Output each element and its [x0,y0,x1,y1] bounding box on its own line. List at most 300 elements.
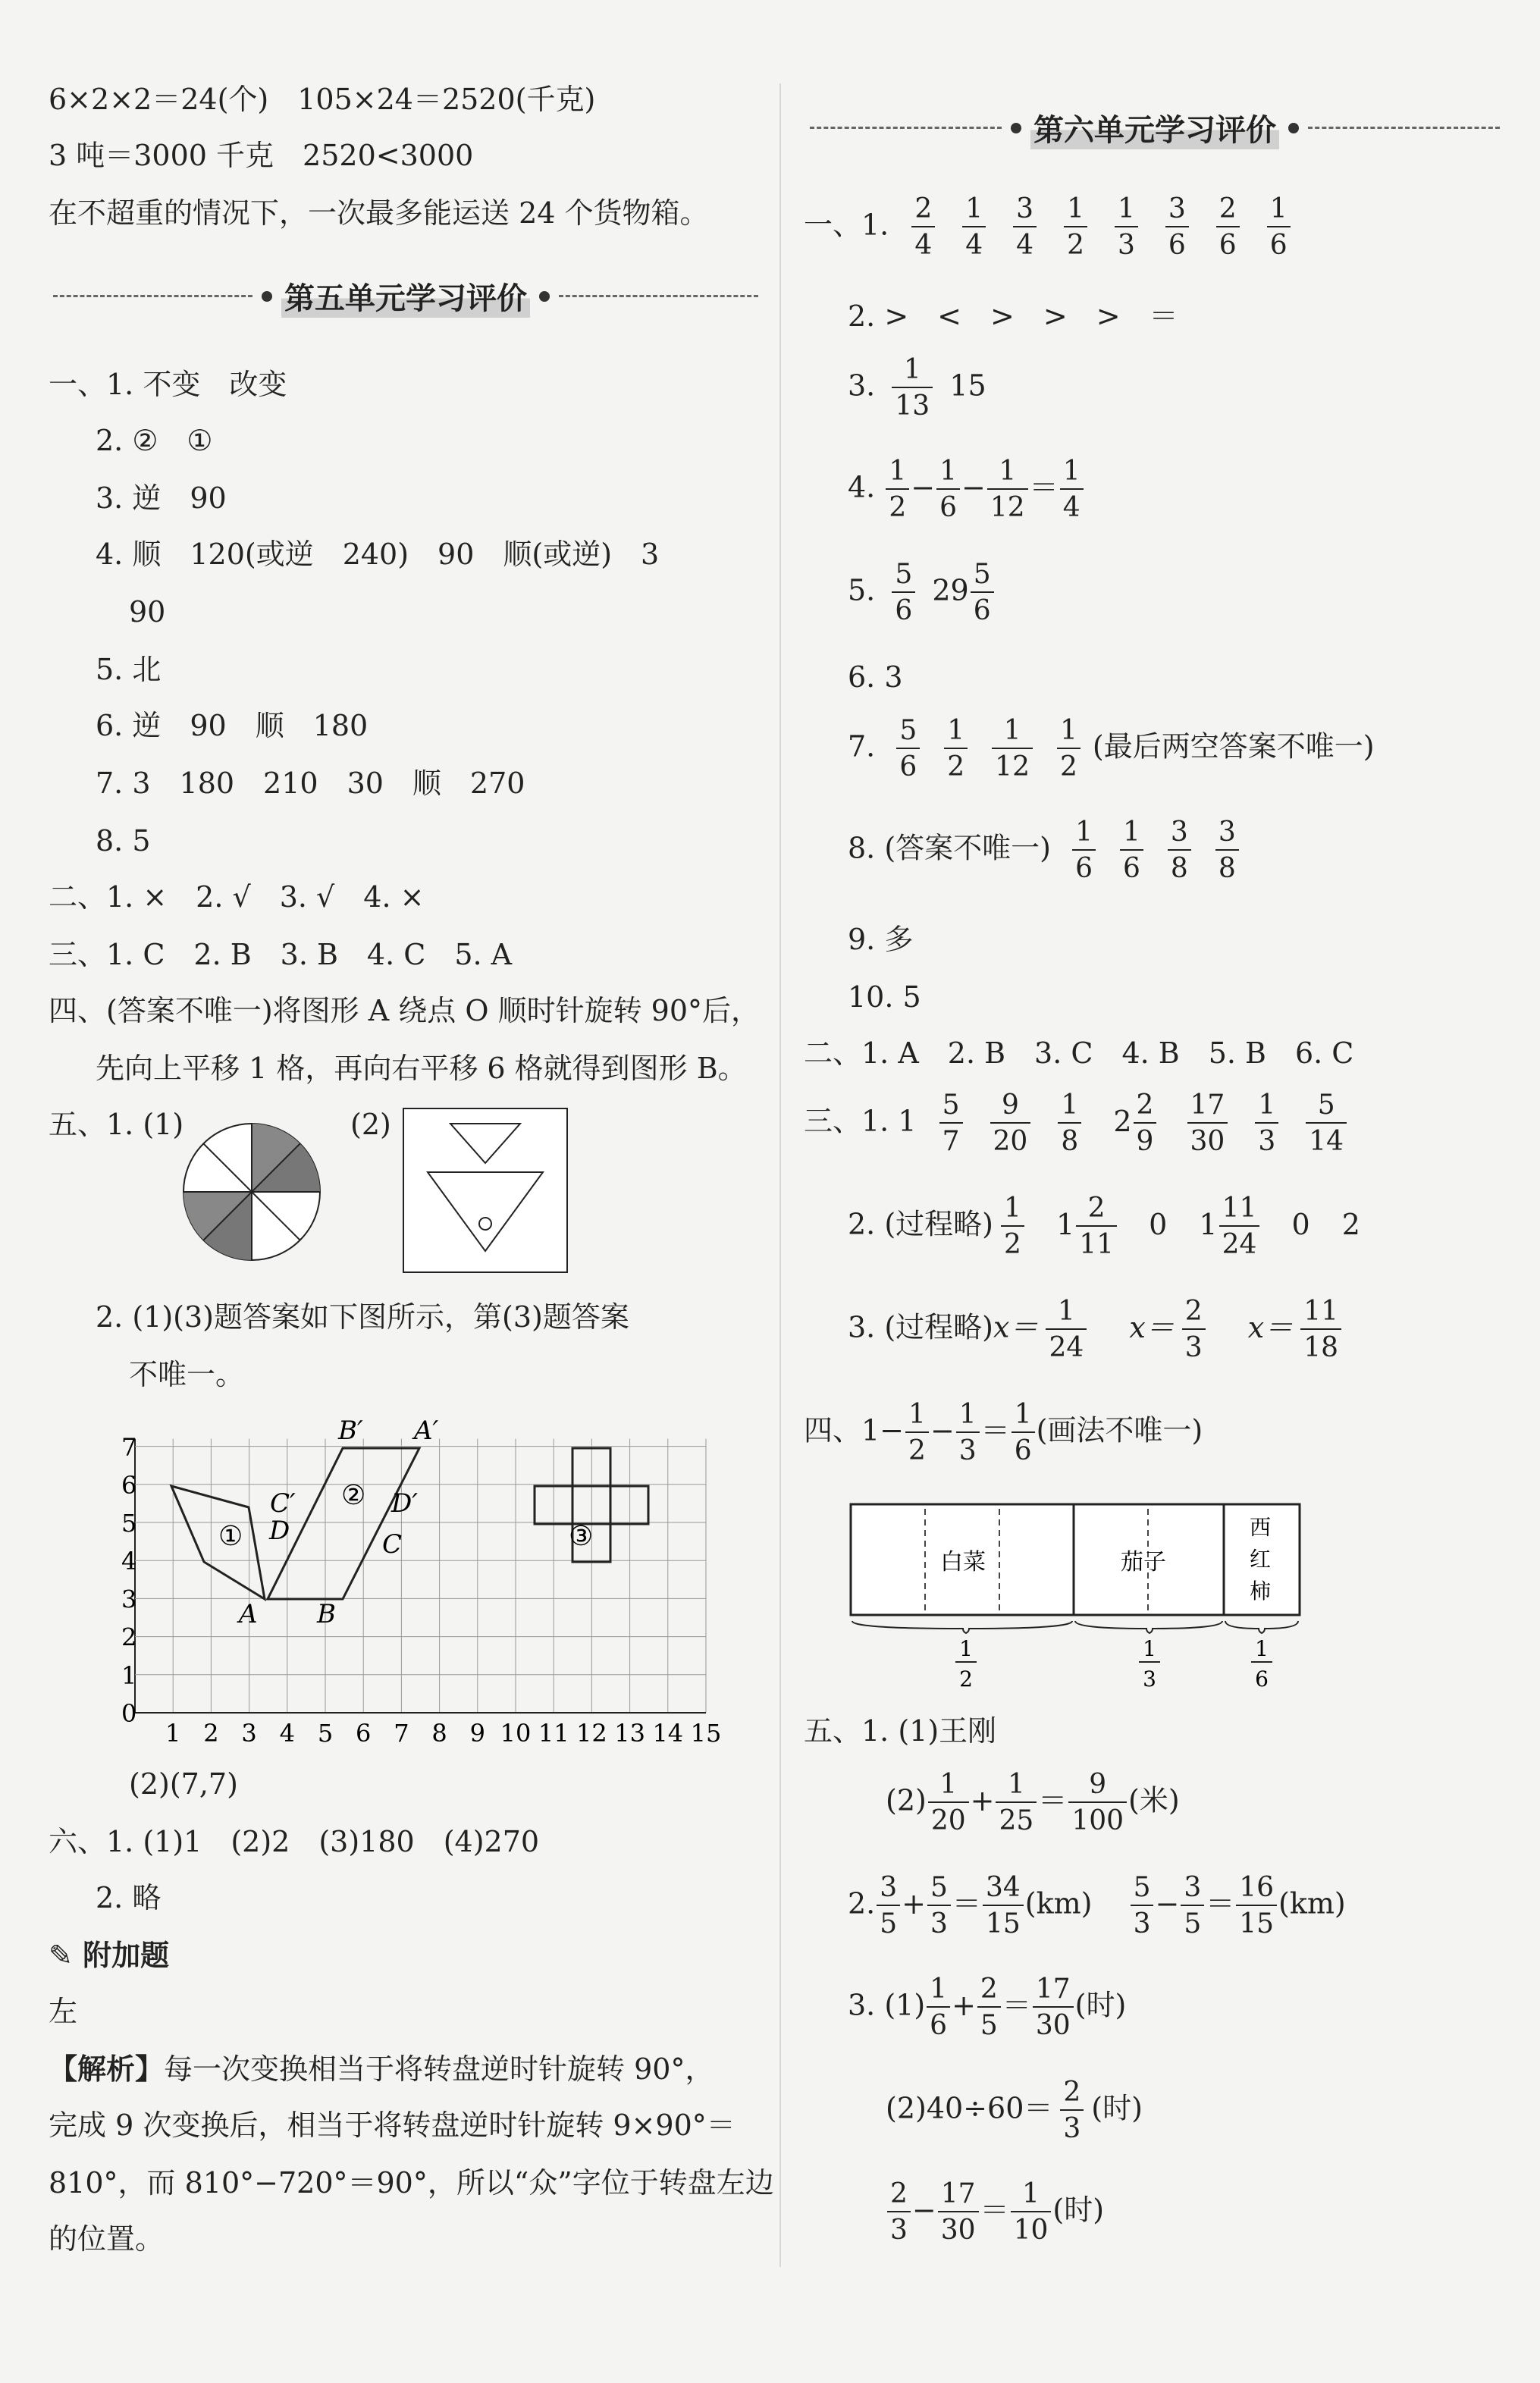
fraction [1306,1092,1347,1155]
column-divider [779,83,781,2267]
label-A: A [239,1599,258,1629]
r-s5-1-2-row [886,1771,1180,1835]
r-s5-3-1-row [848,1976,1126,2040]
extra-title-text: 附加题 [83,1939,170,1972]
num: 2 [1060,2079,1084,2111]
fraction [1267,193,1291,261]
fraction [1064,193,1087,261]
analysis-line-2: 完成 9 次变换后，相当于将转盘逆时针旋转 9×90°＝ [49,2109,735,2142]
den: 3 [890,2215,908,2246]
s2-answers: 二、1. × 2. √ 3. √ 4. × [49,880,425,914]
operator: ＝ [1002,1988,1031,2022]
triangle-diagram [402,1107,569,1274]
analysis-line-1 [49,2052,714,2087]
fraction [987,458,1028,522]
label-B: B [317,1599,336,1629]
r-s3-1-fractions-a [926,1090,1096,1157]
q1-row [804,193,1304,261]
label-C-prime: C′ [270,1488,296,1519]
fraction [877,1874,900,1938]
x-var-3: x＝ [1247,1310,1294,1344]
operator: + [970,1783,995,1817]
num: 9 [1068,1771,1127,1803]
fraction [1033,1976,1074,2040]
den: 3 [1184,1332,1203,1363]
den: 3 [1133,1908,1151,1939]
den: 5 [1184,1908,1202,1939]
s1-item7: 7. 3 180 210 30 顺 270 [96,767,525,800]
operator: − [1155,1886,1180,1921]
fraction [1131,1874,1154,1938]
fraction [936,458,960,522]
num: 1 [1072,819,1096,851]
shape-2 [268,1448,419,1599]
bar-frac-3-den: 6 [1255,1667,1269,1692]
den: 6 [895,595,913,626]
s1-item2: 2. ② ① [96,424,213,457]
q8-fractions [1060,817,1251,884]
q3-row [848,356,986,420]
den: 2 [889,492,907,523]
y-tick: 1 [121,1660,137,1690]
den: 100 [1071,1805,1124,1836]
y-tick: 2 [121,1623,137,1652]
y-tick: 6 [121,1470,137,1500]
num: 5 [927,1874,951,1906]
fraction [1255,1092,1278,1155]
fraction [1115,193,1138,261]
den: 30 [940,2215,976,2246]
r-s4-expression [904,1399,1037,1466]
label-C: C [382,1529,403,1560]
x-tick: 5 [317,1719,334,1748]
num: 11 [1300,1298,1341,1330]
r-s3-2-b-whole: 1 [1056,1207,1075,1241]
r-s3-1-row [804,1092,1360,1155]
s6-item1: 六、1. (1)1 (2)2 (3)180 (4)270 [49,1825,540,1858]
r-s3-1-mixed-whole: 2 [1113,1104,1132,1138]
s6-item2: 2. 略 [96,1881,162,1914]
veg-label-3a: 西 [1250,1515,1272,1540]
num: 1 [996,1771,1037,1803]
r-s5-3-3-row [886,2178,1105,2246]
operator: ＝ [1029,470,1059,504]
q7-label: 7. [848,729,876,764]
fraction [1058,1092,1081,1155]
x-tick: 11 [538,1719,569,1748]
den: 25 [999,1805,1034,1836]
calc-line-1: 6×2×2＝24(个) 105×24＝2520(千克) [49,83,596,116]
den: 6 [973,595,991,626]
den: 14 [1309,1126,1344,1157]
num: 9 [990,1092,1031,1124]
s1-item8: 8. 5 [96,824,151,858]
den: 24 [1049,1332,1084,1363]
operator: − [911,470,936,504]
header-dot-right [539,291,550,302]
den: 30 [1035,2010,1071,2041]
num: 2 [911,196,935,227]
r-s5-2-label: 2. [848,1886,876,1921]
q10: 10. 5 [848,980,921,1014]
num: 1 [956,1401,980,1433]
label-circled-3: ③ [569,1521,594,1552]
fraction [939,1092,963,1155]
num: 5 [1131,1874,1154,1906]
header-dash-left [53,295,252,297]
operator: − [911,2193,936,2227]
unit5-header [53,274,758,318]
x-tick: 14 [652,1719,684,1748]
den: 6 [1269,230,1288,261]
den: 6 [930,2010,948,2041]
r-s5-1-2-expression [927,1769,1128,1836]
x-tick: 13 [614,1719,645,1748]
den: 18 [1303,1332,1339,1363]
x-tick: 2 [203,1719,219,1748]
r-s3-2-b [1076,1195,1117,1259]
fraction [944,717,968,781]
den: 30 [1190,1126,1225,1157]
q5-mixed-fraction [971,561,994,625]
fraction [905,1401,929,1465]
s5-label: 五、1. (1) [49,1108,184,1141]
num: 2 [1182,1298,1206,1330]
r-s3-3-b [1182,1298,1206,1362]
q7-row [848,717,1375,781]
num: 5 [896,717,920,749]
num: 1 [1115,196,1138,227]
fraction [962,193,986,261]
operator: ＝ [1206,1886,1235,1921]
num: 1 [927,1976,950,2008]
r-s3-3-label: 3. (过程略) [848,1310,993,1344]
veg-label-1: 白菜 [940,1549,986,1576]
fraction [887,2178,911,2246]
den: 12 [990,492,1025,523]
r-s3-3-row [848,1298,1349,1362]
r-s5-2-row [848,1874,1346,1938]
veg-label-3c: 柿 [1250,1579,1272,1604]
s1-item1: 一、1. 不变 改变 [49,368,287,401]
den: 3 [1258,1126,1276,1157]
fraction [927,1976,950,2040]
num: 34 [983,1874,1024,1906]
den: 3 [1117,230,1135,261]
num: 1 [987,458,1028,490]
num: 5 [892,561,915,593]
fraction [1068,1771,1127,1835]
den: 6 [1168,230,1186,261]
num: 17 [1187,1092,1228,1124]
veg-label-2: 茄子 [1121,1549,1166,1576]
r-s3-1-mixed-frac [1134,1092,1157,1155]
den: 3 [930,1908,948,1939]
num: 5 [1306,1092,1347,1124]
r-s2-answers: 二、1. A 2. B 3. C 4. B 5. B 6. C [804,1036,1354,1070]
bar-frac-1-num: 1 [959,1636,973,1661]
q1-fractions [898,193,1303,261]
den: 15 [985,1908,1021,1939]
den: 8 [1061,1126,1079,1157]
den: 4 [1016,230,1034,261]
y-tick: 7 [121,1432,137,1462]
operator: + [952,1988,976,2022]
num: 1 [1255,1092,1278,1124]
r-s5-1-2-label: (2) [886,1783,927,1817]
q8-label: 8. (答案不唯一) [848,831,1051,865]
bar-frac-3-num: 1 [1255,1636,1269,1661]
num: 1 [1120,819,1143,851]
s4-line1: 四、(答案不唯一)将图形 A 绕点 O 顺时针旋转 90°后， [49,994,760,1027]
fraction [1057,717,1081,781]
q5-whole: 29 [932,573,969,607]
num: 1 [1057,717,1081,749]
operator: ＝ [1038,1783,1068,1817]
analysis-tag: 【解析】 [49,2052,165,2086]
r-s3-2-zero: 0 [1149,1207,1168,1241]
coordinate-grid [121,1410,789,1751]
den: 5 [980,2010,998,2041]
s5-2-line1: 2. (1)(3)题答案如下图所示，第(3)题答案 [96,1300,629,1334]
r-s3-2-zero2: 0 [1291,1207,1310,1241]
q4-row [848,458,1085,522]
num: 1 [1012,1401,1035,1433]
den: 12 [995,751,1030,782]
num: 3 [1215,819,1239,851]
r-s3-3-c [1300,1298,1341,1362]
r-s5-3-unit-b: (时) [1091,2091,1143,2125]
den: 4 [965,230,983,261]
den: 2 [1004,1229,1021,1260]
q5-fraction [892,561,915,625]
q3-tail: 15 [949,368,986,403]
fraction [983,1874,1024,1938]
header-dot-left [262,291,272,302]
veg-label-3b: 红 [1250,1547,1272,1572]
label-circled-2: ② [341,1480,366,1511]
den: 9 [1136,1126,1154,1157]
fraction [1012,1401,1035,1465]
x-tick: 8 [431,1719,447,1748]
den: 4 [914,230,933,261]
num: 2 [1216,196,1240,227]
r-s3-2-two: 2 [1341,1207,1360,1241]
num: 5 [971,561,994,593]
fraction [1216,193,1240,261]
den: 20 [930,1805,966,1836]
r-s3-2-row [848,1195,1360,1259]
q4-expression [884,456,1084,523]
num: 3 [1165,196,1189,227]
num: 17 [938,2181,979,2212]
num: 1 [1058,1092,1081,1124]
s5-2-answer2: (2)(7,7) [129,1767,238,1801]
den: 8 [1170,853,1188,884]
den: 8 [1218,853,1236,884]
fraction [911,193,935,261]
den: 6 [1014,1435,1032,1466]
bar-frac-1-den: 2 [959,1667,973,1692]
bulb-icon: ✎ [49,1939,73,1972]
y-tick: 0 [121,1699,137,1728]
den: 3 [958,1435,977,1466]
bar-frac-2-den: 3 [1143,1667,1156,1692]
den: 5 [880,1908,898,1939]
unit6-header [810,106,1500,149]
r-s3-3-a [1046,1298,1087,1362]
fraction [896,717,920,781]
num: 1 [1011,2181,1052,2212]
label-D: D [269,1516,290,1546]
den: 24 [1222,1229,1257,1260]
analysis-text-1: 每一次变换相当于将转盘逆时针旋转 90°， [164,2052,714,2086]
num: 3 [1168,819,1191,851]
num: 11 [1219,1195,1260,1227]
x-tick: 15 [690,1719,722,1748]
s5-2-line2: 不唯一。 [129,1358,245,1391]
num: 1 [1064,196,1087,227]
calc-line-3: 在不超重的情况下，一次最多能运送 24 个货物箱。 [49,196,709,230]
num: 1 [1060,458,1084,490]
r-s5-1-2-unit: (米) [1128,1783,1180,1817]
num: 3 [1013,196,1037,227]
r-s4-row [804,1401,1203,1465]
s1-item4b: 90 [129,595,166,629]
r-s3-2-c-whole: 1 [1199,1207,1218,1241]
operator: ＝ [952,1886,981,1921]
r-s3-2-label: 2. (过程略) [848,1207,993,1241]
num: 2 [1134,1092,1157,1124]
x-tick: 12 [576,1719,607,1748]
fraction [990,1092,1031,1155]
den: 15 [1239,1908,1275,1939]
den: 6 [899,751,917,782]
den: 2 [1059,751,1077,782]
calc-line-2: 3 吨＝3000 千克 2520<3000 [49,139,474,172]
unit5-title: 第五单元学习评价 [281,274,530,318]
header-dot-left [1011,123,1021,133]
r-s5-2-expression-a [875,1872,1024,1939]
num: 1 [1046,1298,1087,1330]
q2: 2. > < > > > ＝ [848,299,1178,333]
r-s5-3-b-label: (2)40÷60＝ [886,2091,1053,2125]
num: 1 [905,1401,929,1433]
bar-frac-2-num: 1 [1143,1636,1156,1661]
den: 2 [1067,230,1084,261]
s1-item6: 6. 逆 90 顺 180 [96,709,369,742]
header-dash-right [1308,127,1500,129]
extra-answer: 左 [49,1995,78,2028]
fraction [977,1976,1001,2040]
r-s5-3-expression-c [886,2178,1052,2246]
r-s4-label: 四、1− [804,1413,905,1447]
fraction [928,1771,969,1835]
num: 3 [877,1874,900,1906]
x-tick: 9 [469,1719,485,1748]
circle-diagram [180,1121,323,1263]
den: 10 [1013,2215,1049,2246]
num: 1 [1001,1195,1024,1227]
q7-fractions [884,715,1093,782]
r-s3-2-c [1219,1195,1260,1259]
r-s4-tail: (画法不唯一) [1036,1413,1203,1447]
fraction [956,1401,980,1465]
fraction [1011,2178,1052,2246]
header-dot-right [1288,123,1299,133]
den: 6 [1075,853,1093,884]
q7-tail: (最后两空答案不唯一) [1092,729,1375,764]
q8-row [848,819,1251,883]
den: 11 [1079,1229,1114,1260]
den: 20 [993,1126,1028,1157]
r-s5-3-expression-a [925,1974,1074,2041]
header-dash-left [810,127,1002,129]
den: 4 [1062,492,1081,523]
fraction [1013,193,1037,261]
unit6-title: 第六单元学习评价 [1030,106,1279,149]
den: 6 [1123,853,1140,884]
fraction [1168,819,1191,883]
x-tick: 3 [241,1719,257,1748]
y-tick: 4 [121,1547,137,1576]
fraction [996,1771,1037,1835]
r-s3-1-fractions-b [1174,1090,1361,1157]
num: 1 [962,196,986,227]
fraction [1215,819,1239,883]
operator: − [930,1413,955,1447]
label-D-prime: D′ [391,1488,418,1519]
s1-item3: 3. 逆 90 [96,481,227,515]
x-tick: 4 [279,1719,295,1748]
fraction [1165,193,1189,261]
r-s5-3-2-row [886,2079,1143,2143]
label-B-prime: B′ [338,1416,363,1446]
num: 1 [944,717,968,749]
s1-item4a: 4. 顺 120(或逆 240) 90 顺(或逆) 3 [96,538,660,571]
den: 6 [939,492,958,523]
den: 2 [908,1435,926,1466]
num: 1 [886,458,909,490]
x-tick: 1 [165,1719,181,1748]
x-tick: 6 [356,1719,372,1748]
fraction [938,2178,979,2246]
s3-answers: 三、1. C 2. B 3. B 4. C 5. A [49,938,513,971]
num: 5 [939,1092,963,1124]
analysis-line-4: 的位置。 [49,2222,165,2256]
num: 16 [1236,1874,1277,1906]
label-circled-1: ① [218,1521,243,1552]
fraction [1187,1092,1228,1155]
operator: + [902,1886,927,1921]
num: 1 [928,1771,969,1803]
r-s5-3-unit-c: (时) [1052,2193,1105,2227]
q3-fraction [892,356,933,420]
q9: 9. 多 [848,923,914,956]
operator: − [961,470,986,504]
fraction [1181,1874,1204,1938]
s4-line2: 先向上平移 1 格，再向右平移 6 格就得到图形 B。 [96,1052,747,1085]
num: 17 [1033,1976,1074,2008]
r-s5-2-unit-b: (km) [1278,1886,1346,1921]
r-s5-3-label: 3. (1) [848,1988,926,2022]
den: 3 [1063,2113,1081,2144]
fraction [992,717,1033,781]
num: 3 [1181,1874,1204,1906]
header-dash-right [559,295,758,297]
q4-label: 4. [848,470,876,504]
q5-row [848,561,1002,625]
